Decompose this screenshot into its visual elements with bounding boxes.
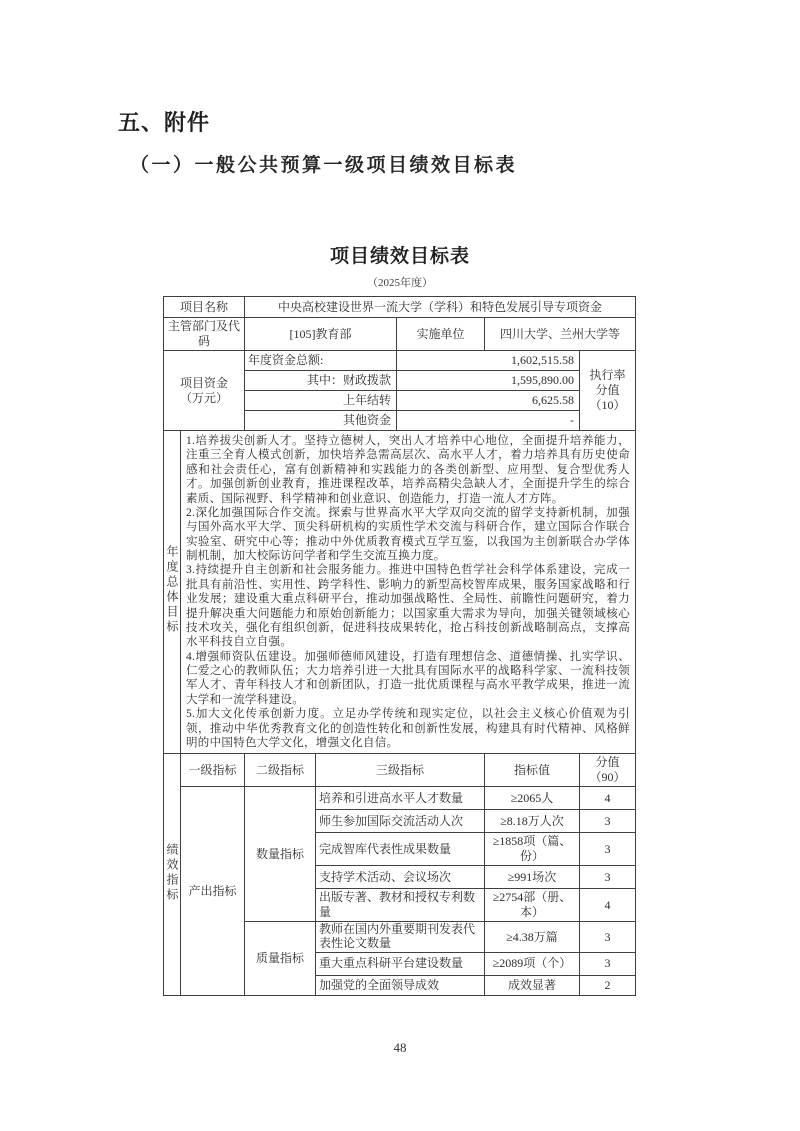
indicator-value: ≥1858项（篇、份）	[485, 833, 580, 866]
funding-label-line1: 项目资金	[180, 375, 229, 390]
indicator-value: ≥4.38万篇	[485, 922, 580, 953]
table-year: （2025年度）	[367, 277, 433, 289]
goal-item-5: 5.加大文化传承创新力度。立足办学传统和现实定位，以社会主义核心价值观为引领，推动中华优秀教育文化的创造性转化和创新性发展，构建具有时代精神、风格鲜明的中国特色大学文化，增强文化自信。	[186, 708, 631, 749]
level2-quantity: 数量指标	[245, 787, 316, 922]
indicator-score: 2	[580, 975, 636, 995]
funding-carryover-value: 6,625.58	[397, 391, 580, 411]
page-number: 48	[393, 1040, 407, 1055]
impl-value: 四川大学、兰州大学等	[485, 318, 636, 351]
impl-label: 实施单位	[397, 318, 485, 351]
indicator-value: ≥8.18万人次	[485, 810, 580, 833]
funding-label-line2: （万元）	[180, 390, 229, 405]
indicator-name: 重大重点科研平台建设数量	[316, 952, 485, 975]
indicator-value: ≥991场次	[485, 866, 580, 889]
level1-output: 产出指标	[181, 787, 245, 996]
header-value: 指标值	[485, 754, 580, 787]
indicator-name: 完成智库代表性成果数量	[316, 833, 485, 866]
header-score-line2: （90）	[589, 770, 626, 785]
indicator-name: 加强党的全面领导成效	[316, 975, 485, 995]
goal-item-1: 1.培养拔尖创新人才。坚持立德树人，突出人才培养中心地位，全面提升培养能力，注重三全育人模式创新，加快培养急需高层次、高水平人才，着力培养具有历史使命感和社会责任心，富有创新精神和实践能力的各类创新型、应用型、复合型优秀人才。加强创新创业教育，推进课程改革，培养高精尖急缺人才，全面提升学生的综合素质、国际视野、科学精神和创业意识、创造能力，打造一流人才方阵。	[186, 435, 631, 505]
header-level2: 二级指标	[245, 754, 316, 787]
indicator-score: 3	[580, 866, 636, 889]
funding-carryover-label: 上年结转	[245, 391, 397, 411]
funding-fiscal-label: 其中：财政拨款	[245, 371, 397, 391]
indicator-name: 教师在国内外重要期刊发表代表性论文数量	[316, 922, 485, 953]
indicator-value: ≥2089项（个）	[485, 952, 580, 975]
row-project-name	[164, 297, 636, 318]
indicator-score: 4	[580, 889, 636, 922]
header-level1: 一级指标	[181, 754, 245, 787]
project-name-label: 项目名称	[164, 297, 245, 318]
indicator-name: 支持学术活动、会议场次	[316, 866, 485, 889]
indicator-score: 4	[580, 787, 636, 810]
indicator-value: ≥2754部（册、本）	[485, 889, 580, 922]
goal-item-3: 3.持续提升自主创新和社会服务能力。推进中国特色哲学社会科学体系建设，完成一批具有前沿性、实用性、跨学科性、影响力的新型高校智库成果，服务国家战略和行业发展；建设重大重点科研平台，推动加强战略性、全局性、前瞻性问题研究，着力提升解决重大问题能力和原始创新能力；以国家重大需求为导向，加强关键领域核心技术攻关，强化有组织创新，促进科技成果转化，抢占科技创新战略制高点，支撑高水平科技自立自强。	[186, 564, 631, 649]
header-score-line1: 分值	[595, 755, 620, 770]
annual-goals-text	[181, 431, 636, 754]
header-score	[580, 754, 636, 787]
indicator-name: 培养和引进高水平人才数量	[316, 787, 485, 810]
funding-total-label: 年度资金总额:	[245, 351, 397, 371]
project-name-value: 中央高校建设世界一流大学（学科）和特色发展引导专项资金	[245, 297, 636, 318]
funding-other-value: -	[397, 411, 580, 431]
funding-other-label: 其他资金	[245, 411, 397, 431]
annual-goals-label: 年度总体目标	[164, 431, 181, 754]
indicator-score: 3	[580, 952, 636, 975]
goal-item-2: 2.深化加强国际合作交流。探索与世界高水平大学双向交流的留学支持新机制，加强与国外高水平大学、顶尖科研机构的实质性学术交流与科研合作，建立国际合作联合实验室、研究中心等；推动中外优质教育模式互学互鉴，以我国为主创新联合办学体制机制，加大校际访问学者和学生交流互换力度。	[186, 506, 631, 562]
level2-quality: 质量指标	[245, 922, 316, 996]
indicator-row	[164, 787, 636, 810]
indicator-name: 师生参加国际交流活动人次	[316, 810, 485, 833]
indicator-score: 3	[580, 810, 636, 833]
exec-rate-line2: 分值	[595, 383, 620, 397]
indicator-score: 3	[580, 922, 636, 953]
indicators-label: 绩效指标	[164, 754, 181, 996]
funding-total-value: 1,602,515.58	[397, 351, 580, 371]
exec-rate-line1: 执行率	[589, 368, 626, 382]
sub-heading: （一）一般公共预算一级项目绩效目标表	[130, 155, 518, 176]
row-department	[164, 318, 636, 351]
funding-label	[164, 351, 245, 431]
goal-item-4: 4.增强师资队伍建设。加强师德师风建设，打造有理想信念、道德情操、扎实学识、仁爱之心的教师队伍；大力培养引进一大批具有国际水平的战略科学家、一流科技领军人才、青年科技人才和创新团队，打造一批优质课程与高水平教学成果，推进一流大学和一流学科建设。	[186, 650, 631, 706]
performance-target-table	[163, 296, 636, 996]
table-title: 项目绩效目标表	[329, 246, 470, 267]
funding-fiscal-value: 1,595,890.00	[397, 371, 580, 391]
dept-value: [105]教育部	[245, 318, 397, 351]
row-annual-goals	[164, 431, 636, 754]
indicator-value: ≥2065人	[485, 787, 580, 810]
section-heading: 五、附件	[118, 110, 211, 135]
row-funding-total	[164, 351, 636, 371]
indicator-score: 3	[580, 833, 636, 866]
row-indicator-header	[164, 754, 636, 787]
header-level3: 三级指标	[316, 754, 485, 787]
exec-rate-label	[580, 351, 636, 431]
dept-label: 主管部门及代码	[164, 318, 245, 351]
indicator-value: 成效显著	[485, 975, 580, 995]
indicator-name: 出版专著、教材和授权专利数量	[316, 889, 485, 922]
exec-rate-line3: （10）	[589, 398, 626, 412]
